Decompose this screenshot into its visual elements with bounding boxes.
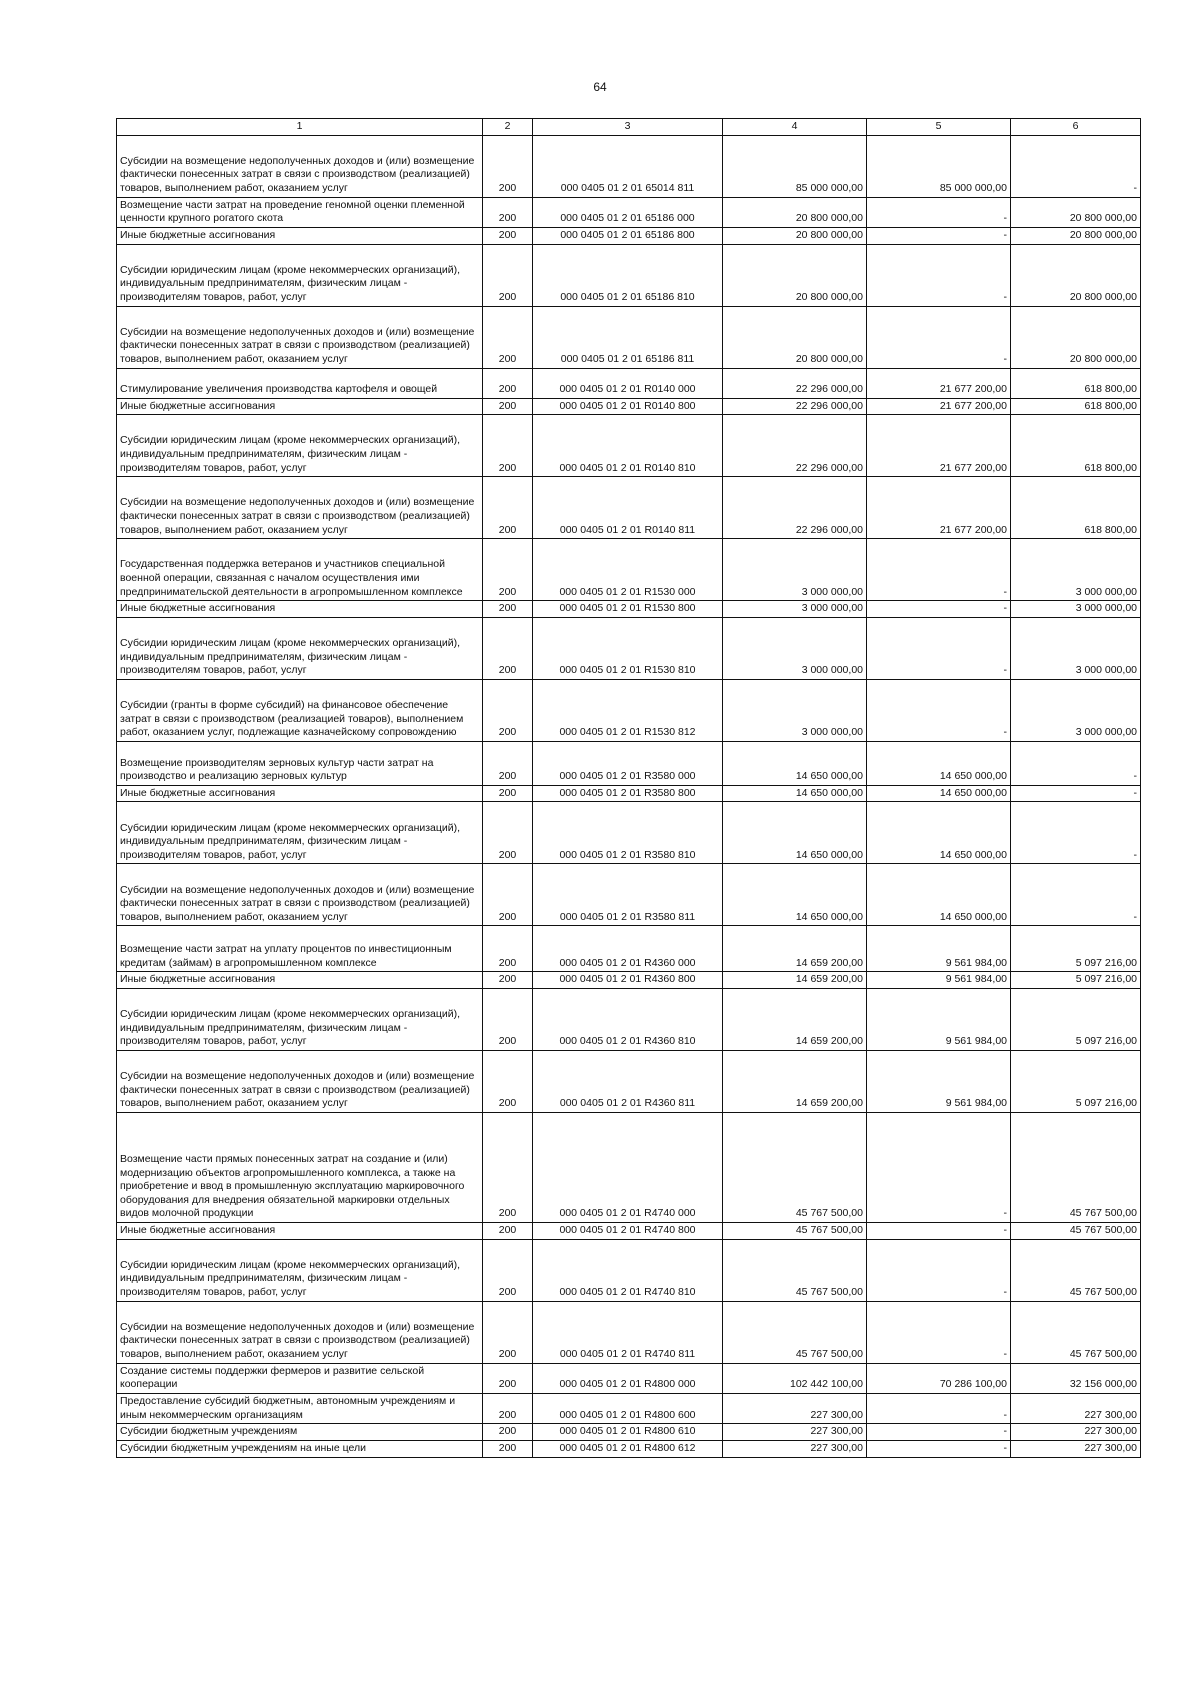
row-admin-code: 200 xyxy=(483,989,533,1051)
row-federal-amount: 85 000 000,00 xyxy=(867,135,1011,197)
row-name: Субсидии юридическим лицам (кроме некоммерческих организаций), индивидуальным предпринимателям, физическим лицам - производителям товаров, работ, услуг xyxy=(117,989,483,1051)
row-regional-amount: 227 300,00 xyxy=(1011,1424,1141,1441)
table-row xyxy=(117,802,1141,864)
row-regional-amount: - xyxy=(1011,864,1141,926)
row-name: Субсидии бюджетным учреждениям на иные цели xyxy=(117,1440,483,1457)
row-budget-code: 000 0405 01 2 01 R4740 811 xyxy=(533,1301,723,1363)
row-admin-code: 200 xyxy=(483,601,533,618)
row-admin-code: 200 xyxy=(483,1223,533,1240)
table-row xyxy=(117,972,1141,989)
table-row xyxy=(117,1440,1141,1457)
header-col-6: 6 xyxy=(1011,119,1141,136)
row-federal-amount: - xyxy=(867,306,1011,368)
header-col-2: 2 xyxy=(483,119,533,136)
row-federal-amount: - xyxy=(867,617,1011,679)
table-body xyxy=(117,135,1141,1457)
row-approved-amount: 102 442 100,00 xyxy=(723,1363,867,1393)
row-approved-amount: 22 296 000,00 xyxy=(723,477,867,539)
row-regional-amount: - xyxy=(1011,785,1141,802)
row-federal-amount: - xyxy=(867,1424,1011,1441)
row-budget-code: 000 0405 01 2 01 R0140 000 xyxy=(533,368,723,398)
row-admin-code: 200 xyxy=(483,1051,533,1113)
row-regional-amount: 3 000 000,00 xyxy=(1011,601,1141,618)
row-federal-amount: - xyxy=(867,1113,1011,1223)
row-approved-amount: 227 300,00 xyxy=(723,1440,867,1457)
row-admin-code: 200 xyxy=(483,802,533,864)
row-admin-code: 200 xyxy=(483,306,533,368)
row-name: Субсидии юридическим лицам (кроме некоммерческих организаций), индивидуальным предпринимателям, физическим лицам - производителям товаров, работ, услуг xyxy=(117,617,483,679)
row-budget-code: 000 0405 01 2 01 65186 810 xyxy=(533,244,723,306)
row-budget-code: 000 0405 01 2 01 R0140 811 xyxy=(533,477,723,539)
row-federal-amount: 21 677 200,00 xyxy=(867,398,1011,415)
table-row xyxy=(117,135,1141,197)
row-budget-code: 000 0405 01 2 01 R1530 000 xyxy=(533,539,723,601)
row-budget-code: 000 0405 01 2 01 R3580 810 xyxy=(533,802,723,864)
row-admin-code: 200 xyxy=(483,1113,533,1223)
row-budget-code: 000 0405 01 2 01 R1530 810 xyxy=(533,617,723,679)
row-regional-amount: 618 800,00 xyxy=(1011,477,1141,539)
row-federal-amount: 21 677 200,00 xyxy=(867,415,1011,477)
row-name: Иные бюджетные ассигнования xyxy=(117,972,483,989)
row-budget-code: 000 0405 01 2 01 R4360 811 xyxy=(533,1051,723,1113)
table-row xyxy=(117,1424,1141,1441)
row-regional-amount: - xyxy=(1011,741,1141,785)
row-name: Субсидии на возмещение недополученных доходов и (или) возмещение фактически понесенных затрат в связи с производством (реализацией) товаров, выполнением работ, оказанием услуг xyxy=(117,306,483,368)
row-regional-amount: 20 800 000,00 xyxy=(1011,227,1141,244)
row-name: Иные бюджетные ассигнования xyxy=(117,227,483,244)
row-approved-amount: 22 296 000,00 xyxy=(723,368,867,398)
table-row xyxy=(117,1301,1141,1363)
row-regional-amount: 32 156 000,00 xyxy=(1011,1363,1141,1393)
row-approved-amount: 45 767 500,00 xyxy=(723,1113,867,1223)
row-approved-amount: 22 296 000,00 xyxy=(723,398,867,415)
row-name: Субсидии на возмещение недополученных доходов и (или) возмещение фактически понесенных затрат в связи с производством (реализацией) товаров, выполнением работ, оказанием услуг xyxy=(117,1051,483,1113)
row-approved-amount: 20 800 000,00 xyxy=(723,197,867,227)
row-budget-code: 000 0405 01 2 01 R4360 800 xyxy=(533,972,723,989)
row-federal-amount: 21 677 200,00 xyxy=(867,368,1011,398)
row-admin-code: 200 xyxy=(483,1239,533,1301)
table-row xyxy=(117,864,1141,926)
table-row xyxy=(117,539,1141,601)
row-name: Иные бюджетные ассигнования xyxy=(117,398,483,415)
row-budget-code: 000 0405 01 2 01 65186 000 xyxy=(533,197,723,227)
row-approved-amount: 3 000 000,00 xyxy=(723,679,867,741)
row-name: Государственная поддержка ветеранов и участников специальной военной операции, связанная с началом осуществления ими предпринимательской деятельности в агропромышленном комплексе xyxy=(117,539,483,601)
row-name: Возмещение части затрат на проведение геномной оценки племенной ценности крупного рогатого скота xyxy=(117,197,483,227)
row-admin-code: 200 xyxy=(483,398,533,415)
row-approved-amount: 20 800 000,00 xyxy=(723,244,867,306)
row-name: Субсидии юридическим лицам (кроме некоммерческих организаций), индивидуальным предпринимателям, физическим лицам - производителям товаров, работ, услуг xyxy=(117,1239,483,1301)
table-row xyxy=(117,785,1141,802)
table-row xyxy=(117,679,1141,741)
row-admin-code: 200 xyxy=(483,741,533,785)
row-admin-code: 200 xyxy=(483,227,533,244)
table-row xyxy=(117,1113,1141,1223)
row-admin-code: 200 xyxy=(483,1440,533,1457)
table-row xyxy=(117,1223,1141,1240)
table-row xyxy=(117,1051,1141,1113)
row-approved-amount: 14 650 000,00 xyxy=(723,864,867,926)
table-row xyxy=(117,617,1141,679)
row-name: Возмещение производителям зерновых культур части затрат на производство и реализацию зерновых культур xyxy=(117,741,483,785)
row-regional-amount: 227 300,00 xyxy=(1011,1440,1141,1457)
row-budget-code: 000 0405 01 2 01 R4360 810 xyxy=(533,989,723,1051)
table-row xyxy=(117,601,1141,618)
row-approved-amount: 14 650 000,00 xyxy=(723,802,867,864)
row-regional-amount: 618 800,00 xyxy=(1011,415,1141,477)
row-name: Субсидии на возмещение недополученных доходов и (или) возмещение фактически понесенных затрат в связи с производством (реализацией) товаров, выполнением работ, оказанием услуг xyxy=(117,864,483,926)
row-budget-code: 000 0405 01 2 01 R4800 612 xyxy=(533,1440,723,1457)
header-col-4: 4 xyxy=(723,119,867,136)
row-regional-amount: 618 800,00 xyxy=(1011,368,1141,398)
row-regional-amount: 3 000 000,00 xyxy=(1011,539,1141,601)
row-regional-amount: 618 800,00 xyxy=(1011,398,1141,415)
row-federal-amount: 14 650 000,00 xyxy=(867,785,1011,802)
table-row xyxy=(117,1239,1141,1301)
row-name: Создание системы поддержки фермеров и развитие сельской кооперации xyxy=(117,1363,483,1393)
row-approved-amount: 227 300,00 xyxy=(723,1394,867,1424)
row-name: Возмещение части прямых понесенных затрат на создание и (или) модернизацию объектов агропромышленного комплекса, а также на приобретение и ввод в промышленную эксплуатацию маркировочного оборудования для внедрения обязательной маркировки отдельных видов молочной продукции xyxy=(117,1113,483,1223)
table-row xyxy=(117,1363,1141,1393)
row-budget-code: 000 0405 01 2 01 65186 800 xyxy=(533,227,723,244)
row-name: Субсидии юридическим лицам (кроме некоммерческих организаций), индивидуальным предпринимателям, физическим лицам - производителям товаров, работ, услуг xyxy=(117,415,483,477)
row-admin-code: 200 xyxy=(483,135,533,197)
row-federal-amount: 9 561 984,00 xyxy=(867,1051,1011,1113)
row-approved-amount: 14 650 000,00 xyxy=(723,741,867,785)
table-row xyxy=(117,227,1141,244)
row-budget-code: 000 0405 01 2 01 R4800 000 xyxy=(533,1363,723,1393)
row-federal-amount: - xyxy=(867,227,1011,244)
row-admin-code: 200 xyxy=(483,679,533,741)
row-regional-amount: 45 767 500,00 xyxy=(1011,1239,1141,1301)
row-admin-code: 200 xyxy=(483,244,533,306)
row-admin-code: 200 xyxy=(483,539,533,601)
row-approved-amount: 14 659 200,00 xyxy=(723,926,867,972)
table-row xyxy=(117,398,1141,415)
row-regional-amount: - xyxy=(1011,135,1141,197)
row-approved-amount: 45 767 500,00 xyxy=(723,1223,867,1240)
row-regional-amount: 5 097 216,00 xyxy=(1011,989,1141,1051)
table-row xyxy=(117,244,1141,306)
row-name: Субсидии бюджетным учреждениям xyxy=(117,1424,483,1441)
table-row xyxy=(117,306,1141,368)
row-approved-amount: 14 659 200,00 xyxy=(723,972,867,989)
row-budget-code: 000 0405 01 2 01 R1530 800 xyxy=(533,601,723,618)
row-federal-amount: 70 286 100,00 xyxy=(867,1363,1011,1393)
row-approved-amount: 45 767 500,00 xyxy=(723,1301,867,1363)
header-row xyxy=(117,119,1141,136)
row-admin-code: 200 xyxy=(483,785,533,802)
row-admin-code: 200 xyxy=(483,1424,533,1441)
row-admin-code: 200 xyxy=(483,1394,533,1424)
row-budget-code: 000 0405 01 2 01 R4740 810 xyxy=(533,1239,723,1301)
budget-table xyxy=(116,118,1141,1458)
row-name: Иные бюджетные ассигнования xyxy=(117,601,483,618)
row-federal-amount: - xyxy=(867,601,1011,618)
row-regional-amount: 227 300,00 xyxy=(1011,1394,1141,1424)
row-federal-amount: - xyxy=(867,679,1011,741)
row-federal-amount: - xyxy=(867,1223,1011,1240)
row-name: Субсидии на возмещение недополученных доходов и (или) возмещение фактически понесенных затрат в связи с производством (реализацией) товаров, выполнением работ, оказанием услуг xyxy=(117,1301,483,1363)
row-regional-amount: 20 800 000,00 xyxy=(1011,197,1141,227)
row-approved-amount: 14 650 000,00 xyxy=(723,785,867,802)
row-regional-amount: 5 097 216,00 xyxy=(1011,1051,1141,1113)
row-budget-code: 000 0405 01 2 01 R4360 000 xyxy=(533,926,723,972)
row-admin-code: 200 xyxy=(483,197,533,227)
row-name: Субсидии на возмещение недополученных доходов и (или) возмещение фактически понесенных затрат в связи с производством (реализацией) товаров, выполнением работ, оказанием услуг xyxy=(117,477,483,539)
row-regional-amount: 5 097 216,00 xyxy=(1011,926,1141,972)
row-regional-amount: 3 000 000,00 xyxy=(1011,617,1141,679)
row-regional-amount: 20 800 000,00 xyxy=(1011,306,1141,368)
row-federal-amount: - xyxy=(867,1394,1011,1424)
row-name: Субсидии юридическим лицам (кроме некоммерческих организаций), индивидуальным предпринимателям, физическим лицам - производителям товаров, работ, услуг xyxy=(117,244,483,306)
row-budget-code: 000 0405 01 2 01 R4740 800 xyxy=(533,1223,723,1240)
row-admin-code: 200 xyxy=(483,415,533,477)
row-federal-amount: 14 650 000,00 xyxy=(867,741,1011,785)
row-approved-amount: 20 800 000,00 xyxy=(723,227,867,244)
header-col-1: 1 xyxy=(117,119,483,136)
row-budget-code: 000 0405 01 2 01 R1530 812 xyxy=(533,679,723,741)
row-approved-amount: 14 659 200,00 xyxy=(723,989,867,1051)
row-federal-amount: 14 650 000,00 xyxy=(867,864,1011,926)
row-federal-amount: 9 561 984,00 xyxy=(867,926,1011,972)
row-budget-code: 000 0405 01 2 01 R4740 000 xyxy=(533,1113,723,1223)
row-approved-amount: 14 659 200,00 xyxy=(723,1051,867,1113)
row-approved-amount: 20 800 000,00 xyxy=(723,306,867,368)
row-budget-code: 000 0405 01 2 01 65014 811 xyxy=(533,135,723,197)
row-name: Субсидии на возмещение недополученных доходов и (или) возмещение фактически понесенных затрат в связи с производством (реализацией) товаров, выполнением работ, оказанием услуг xyxy=(117,135,483,197)
row-approved-amount: 45 767 500,00 xyxy=(723,1239,867,1301)
row-name: Иные бюджетные ассигнования xyxy=(117,785,483,802)
row-approved-amount: 3 000 000,00 xyxy=(723,539,867,601)
row-admin-code: 200 xyxy=(483,617,533,679)
row-budget-code: 000 0405 01 2 01 R4800 600 xyxy=(533,1394,723,1424)
row-budget-code: 000 0405 01 2 01 R0140 810 xyxy=(533,415,723,477)
row-regional-amount: 45 767 500,00 xyxy=(1011,1113,1141,1223)
row-name: Иные бюджетные ассигнования xyxy=(117,1223,483,1240)
row-approved-amount: 3 000 000,00 xyxy=(723,617,867,679)
row-approved-amount: 3 000 000,00 xyxy=(723,601,867,618)
row-federal-amount: - xyxy=(867,1239,1011,1301)
row-name: Стимулирование увеличения производства картофеля и овощей xyxy=(117,368,483,398)
row-federal-amount: 14 650 000,00 xyxy=(867,802,1011,864)
table-row xyxy=(117,1394,1141,1424)
header-col-5: 5 xyxy=(867,119,1011,136)
table-row xyxy=(117,477,1141,539)
row-regional-amount: 45 767 500,00 xyxy=(1011,1223,1141,1240)
table-row xyxy=(117,415,1141,477)
row-admin-code: 200 xyxy=(483,972,533,989)
row-budget-code: 000 0405 01 2 01 R4800 610 xyxy=(533,1424,723,1441)
row-admin-code: 200 xyxy=(483,368,533,398)
row-name: Предоставление субсидий бюджетным, автономным учреждениям и иным некоммерческим организациям xyxy=(117,1394,483,1424)
row-federal-amount: - xyxy=(867,197,1011,227)
table-row xyxy=(117,741,1141,785)
row-admin-code: 200 xyxy=(483,864,533,926)
row-name: Возмещение части затрат на уплату процентов по инвестиционным кредитам (займам) в агропромышленном комплексе xyxy=(117,926,483,972)
header-col-3: 3 xyxy=(533,119,723,136)
row-federal-amount: 21 677 200,00 xyxy=(867,477,1011,539)
row-federal-amount: - xyxy=(867,539,1011,601)
page-number: 64 xyxy=(593,80,607,94)
row-admin-code: 200 xyxy=(483,477,533,539)
row-federal-amount: 9 561 984,00 xyxy=(867,989,1011,1051)
row-federal-amount: - xyxy=(867,1301,1011,1363)
row-name: Субсидии юридическим лицам (кроме некоммерческих организаций), индивидуальным предпринимателям, физическим лицам - производителям товаров, работ, услуг xyxy=(117,802,483,864)
table-row xyxy=(117,197,1141,227)
row-admin-code: 200 xyxy=(483,1363,533,1393)
row-budget-code: 000 0405 01 2 01 R3580 800 xyxy=(533,785,723,802)
table-row xyxy=(117,989,1141,1051)
row-budget-code: 000 0405 01 2 01 R0140 800 xyxy=(533,398,723,415)
row-federal-amount: - xyxy=(867,244,1011,306)
row-approved-amount: 22 296 000,00 xyxy=(723,415,867,477)
row-approved-amount: 85 000 000,00 xyxy=(723,135,867,197)
row-admin-code: 200 xyxy=(483,926,533,972)
row-regional-amount: 5 097 216,00 xyxy=(1011,972,1141,989)
table-row xyxy=(117,926,1141,972)
row-regional-amount: 20 800 000,00 xyxy=(1011,244,1141,306)
row-regional-amount: 45 767 500,00 xyxy=(1011,1301,1141,1363)
row-admin-code: 200 xyxy=(483,1301,533,1363)
table-row xyxy=(117,368,1141,398)
row-regional-amount: 3 000 000,00 xyxy=(1011,679,1141,741)
row-federal-amount: - xyxy=(867,1440,1011,1457)
row-budget-code: 000 0405 01 2 01 65186 811 xyxy=(533,306,723,368)
row-budget-code: 000 0405 01 2 01 R3580 811 xyxy=(533,864,723,926)
row-approved-amount: 227 300,00 xyxy=(723,1424,867,1441)
row-budget-code: 000 0405 01 2 01 R3580 000 xyxy=(533,741,723,785)
row-federal-amount: 9 561 984,00 xyxy=(867,972,1011,989)
row-regional-amount: - xyxy=(1011,802,1141,864)
row-name: Субсидии (гранты в форме субсидий) на финансовое обеспечение затрат в связи с производством (реализацией товаров), выполнением работ, оказанием услуг, подлежащие казначейскому сопровождению xyxy=(117,679,483,741)
